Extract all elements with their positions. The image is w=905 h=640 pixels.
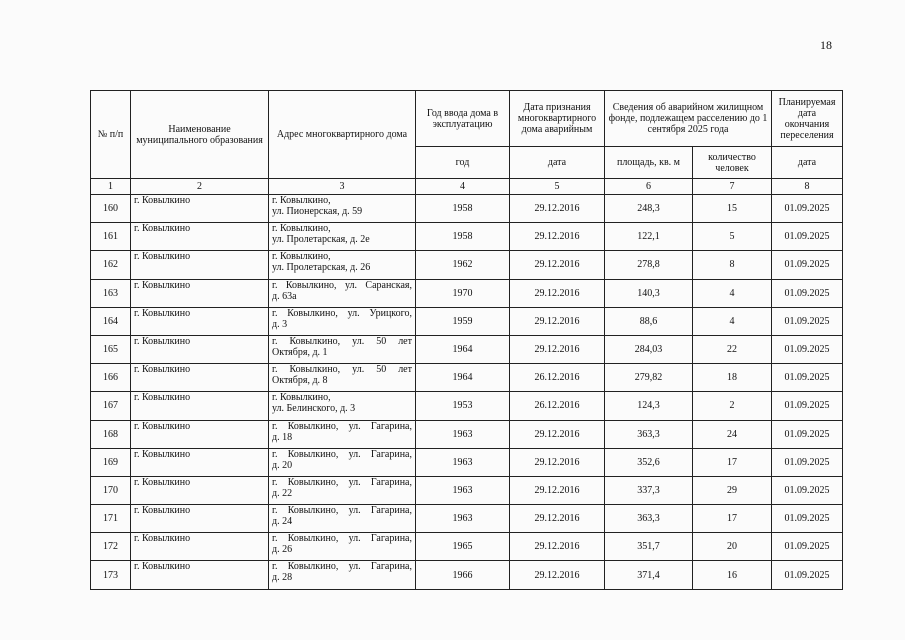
row-planned-date: 01.09.2025 <box>772 307 843 335</box>
row-municipality: г. Ковылкино <box>131 448 269 476</box>
row-area: 352,6 <box>605 448 693 476</box>
header-col-municipality: Наименование муниципального образования <box>131 91 269 179</box>
header-col-emergency-fund: Сведения об аварийном жилищном фонде, подлежащем расселению до 1 сентября 2025 года <box>605 91 772 147</box>
row-recognition-date: 29.12.2016 <box>510 335 605 363</box>
header-sub-date: дата <box>510 147 605 179</box>
emergency-housing-table <box>90 90 843 590</box>
table-row <box>91 533 843 561</box>
row-municipality: г. Ковылкино <box>131 420 269 448</box>
row-municipality: г. Ковылкино <box>131 505 269 533</box>
table-row <box>91 195 843 223</box>
row-address-line2: д. 28 <box>272 572 293 584</box>
row-recognition-date: 29.12.2016 <box>510 251 605 279</box>
row-planned-date: 01.09.2025 <box>772 505 843 533</box>
row-address <box>269 533 416 561</box>
row-area: 363,3 <box>605 420 693 448</box>
row-recognition-date: 29.12.2016 <box>510 561 605 589</box>
row-area: 124,3 <box>605 392 693 420</box>
row-area: 122,1 <box>605 223 693 251</box>
table-row <box>91 505 843 533</box>
col-index: 2 <box>131 179 269 195</box>
row-area: 371,4 <box>605 561 693 589</box>
row-recognition-date: 29.12.2016 <box>510 505 605 533</box>
row-number: 160 <box>91 195 131 223</box>
row-address <box>269 561 416 589</box>
row-area: 248,3 <box>605 195 693 223</box>
row-address-line2: д. 63а <box>272 290 297 302</box>
row-recognition-date: 29.12.2016 <box>510 307 605 335</box>
header-col-planned: Планируемая дата окончания переселения <box>772 91 843 147</box>
row-address-line2: Октября, д. 8 <box>272 375 328 387</box>
row-people: 18 <box>693 364 772 392</box>
row-number: 166 <box>91 364 131 392</box>
row-people: 17 <box>693 505 772 533</box>
table-row <box>91 307 843 335</box>
row-address <box>269 307 416 335</box>
row-address-line1: г. Ковылкино, ул. Гагарина, <box>272 420 412 432</box>
col-index: 5 <box>510 179 605 195</box>
row-address-line1: г. Ковылкино, ул. 50 лет <box>272 335 412 347</box>
row-address-line2: ул. Пролетарская, д. 26 <box>272 262 371 274</box>
header-sub-area: площадь, кв. м <box>605 147 693 179</box>
table-row <box>91 392 843 420</box>
row-recognition-date: 29.12.2016 <box>510 448 605 476</box>
row-people: 2 <box>693 392 772 420</box>
header-sub-people: количество человек <box>693 147 772 179</box>
row-address <box>269 335 416 363</box>
table-row <box>91 335 843 363</box>
row-address-line1: г. Ковылкино, <box>272 251 331 263</box>
row-area: 278,8 <box>605 251 693 279</box>
row-planned-date: 01.09.2025 <box>772 392 843 420</box>
row-number: 165 <box>91 335 131 363</box>
row-people: 20 <box>693 533 772 561</box>
row-number: 163 <box>91 279 131 307</box>
row-year: 1963 <box>416 420 510 448</box>
row-address-line2: ул. Белинского, д. 3 <box>272 403 356 415</box>
table-body <box>91 195 843 590</box>
row-number: 173 <box>91 561 131 589</box>
row-number: 161 <box>91 223 131 251</box>
row-people: 16 <box>693 561 772 589</box>
row-number: 164 <box>91 307 131 335</box>
row-address-line2: д. 3 <box>272 318 288 330</box>
header-row-main <box>91 91 843 147</box>
row-address-line2: Октября, д. 1 <box>272 346 328 358</box>
row-year: 1966 <box>416 561 510 589</box>
row-recognition-date: 29.12.2016 <box>510 476 605 504</box>
row-people: 8 <box>693 251 772 279</box>
row-area: 88,6 <box>605 307 693 335</box>
header-sub-planned-date: дата <box>772 147 843 179</box>
row-recognition-date: 29.12.2016 <box>510 195 605 223</box>
row-address-line1: г. Ковылкино, ул. Гагарина, <box>272 561 412 573</box>
row-year: 1959 <box>416 307 510 335</box>
row-year: 1965 <box>416 533 510 561</box>
table-row <box>91 364 843 392</box>
row-recognition-date: 26.12.2016 <box>510 364 605 392</box>
row-municipality: г. Ковылкино <box>131 251 269 279</box>
row-planned-date: 01.09.2025 <box>772 364 843 392</box>
col-index: 8 <box>772 179 843 195</box>
row-planned-date: 01.09.2025 <box>772 561 843 589</box>
row-area: 140,3 <box>605 279 693 307</box>
table-row <box>91 448 843 476</box>
row-address-line2: ул. Пролетарская, д. 2е <box>272 234 370 246</box>
row-address-line1: г. Ковылкино, <box>272 195 331 206</box>
row-number: 172 <box>91 533 131 561</box>
row-people: 5 <box>693 223 772 251</box>
row-address <box>269 364 416 392</box>
row-address-line1: г. Ковылкино, <box>272 392 331 404</box>
row-recognition-date: 26.12.2016 <box>510 392 605 420</box>
row-address-line1: г. Ковылкино, ул. Саранская, <box>272 279 412 291</box>
row-address-line1: г. Ковылкино, ул. Гагарина, <box>272 476 412 488</box>
row-address-line1: г. Ковылкино, ул. Гагарина, <box>272 505 412 517</box>
row-planned-date: 01.09.2025 <box>772 335 843 363</box>
table-row <box>91 251 843 279</box>
row-area: 363,3 <box>605 505 693 533</box>
row-municipality: г. Ковылкино <box>131 561 269 589</box>
row-address <box>269 392 416 420</box>
row-address <box>269 448 416 476</box>
row-year: 1970 <box>416 279 510 307</box>
row-planned-date: 01.09.2025 <box>772 251 843 279</box>
row-address-line1: г. Ковылкино, ул. Гагарина, <box>272 448 412 460</box>
row-municipality: г. Ковылкино <box>131 195 269 223</box>
row-recognition-date: 29.12.2016 <box>510 279 605 307</box>
row-address-line2: ул. Пионерская, д. 59 <box>272 206 363 217</box>
row-municipality: г. Ковылкино <box>131 533 269 561</box>
header-col-year: Год ввода дома в эксплуатацию <box>416 91 510 147</box>
row-address-line2: д. 26 <box>272 544 293 556</box>
row-year: 1958 <box>416 223 510 251</box>
row-year: 1963 <box>416 448 510 476</box>
row-people: 17 <box>693 448 772 476</box>
header-row-indices <box>91 179 843 195</box>
row-municipality: г. Ковылкино <box>131 223 269 251</box>
row-year: 1958 <box>416 195 510 223</box>
row-address-line1: г. Ковылкино, ул. Урицкого, <box>272 307 412 319</box>
row-municipality: г. Ковылкино <box>131 476 269 504</box>
row-address-line1: г. Ковылкино, ул. 50 лет <box>272 364 412 376</box>
row-people: 29 <box>693 476 772 504</box>
row-people: 15 <box>693 195 772 223</box>
row-number: 171 <box>91 505 131 533</box>
row-year: 1964 <box>416 335 510 363</box>
page-number: 18 <box>820 38 832 52</box>
row-number: 168 <box>91 420 131 448</box>
header-col-num: № п/п <box>91 91 131 179</box>
col-index: 7 <box>693 179 772 195</box>
row-planned-date: 01.09.2025 <box>772 476 843 504</box>
table-row <box>91 561 843 589</box>
row-year: 1963 <box>416 476 510 504</box>
row-year: 1962 <box>416 251 510 279</box>
row-year: 1964 <box>416 364 510 392</box>
row-recognition-date: 29.12.2016 <box>510 223 605 251</box>
row-address-line2: д. 22 <box>272 487 293 499</box>
row-area: 351,7 <box>605 533 693 561</box>
row-recognition-date: 29.12.2016 <box>510 533 605 561</box>
row-address <box>269 505 416 533</box>
row-people: 4 <box>693 307 772 335</box>
row-year: 1953 <box>416 392 510 420</box>
col-index: 1 <box>91 179 131 195</box>
row-municipality: г. Ковылкино <box>131 279 269 307</box>
row-planned-date: 01.09.2025 <box>772 533 843 561</box>
row-recognition-date: 29.12.2016 <box>510 420 605 448</box>
col-index: 6 <box>605 179 693 195</box>
row-address-line2: д. 20 <box>272 459 293 471</box>
header-col-recognition: Дата признания многоквартирного дома аварийным <box>510 91 605 147</box>
col-index: 4 <box>416 179 510 195</box>
row-address <box>269 195 416 223</box>
row-address <box>269 420 416 448</box>
table-row <box>91 420 843 448</box>
row-planned-date: 01.09.2025 <box>772 279 843 307</box>
row-address-line2: д. 18 <box>272 431 293 443</box>
row-planned-date: 01.09.2025 <box>772 448 843 476</box>
row-address-line1: г. Ковылкино, ул. Гагарина, <box>272 533 412 545</box>
row-municipality: г. Ковылкино <box>131 364 269 392</box>
row-address <box>269 251 416 279</box>
row-address-line2: д. 24 <box>272 516 293 528</box>
row-municipality: г. Ковылкино <box>131 307 269 335</box>
row-people: 4 <box>693 279 772 307</box>
row-number: 162 <box>91 251 131 279</box>
row-number: 170 <box>91 476 131 504</box>
row-planned-date: 01.09.2025 <box>772 223 843 251</box>
row-address <box>269 476 416 504</box>
row-area: 337,3 <box>605 476 693 504</box>
row-year: 1963 <box>416 505 510 533</box>
row-area: 284,03 <box>605 335 693 363</box>
row-address-line1: г. Ковылкино, <box>272 223 331 235</box>
table-row <box>91 279 843 307</box>
row-area: 279,82 <box>605 364 693 392</box>
row-municipality: г. Ковылкино <box>131 392 269 420</box>
row-address <box>269 223 416 251</box>
row-address <box>269 279 416 307</box>
row-people: 24 <box>693 420 772 448</box>
table-row <box>91 476 843 504</box>
row-number: 167 <box>91 392 131 420</box>
row-municipality: г. Ковылкино <box>131 335 269 363</box>
header-sub-year: год <box>416 147 510 179</box>
row-planned-date: 01.09.2025 <box>772 195 843 223</box>
table-row <box>91 223 843 251</box>
row-planned-date: 01.09.2025 <box>772 420 843 448</box>
row-number: 169 <box>91 448 131 476</box>
row-people: 22 <box>693 335 772 363</box>
col-index: 3 <box>269 179 416 195</box>
header-col-address: Адрес многоквартирного дома <box>269 91 416 179</box>
